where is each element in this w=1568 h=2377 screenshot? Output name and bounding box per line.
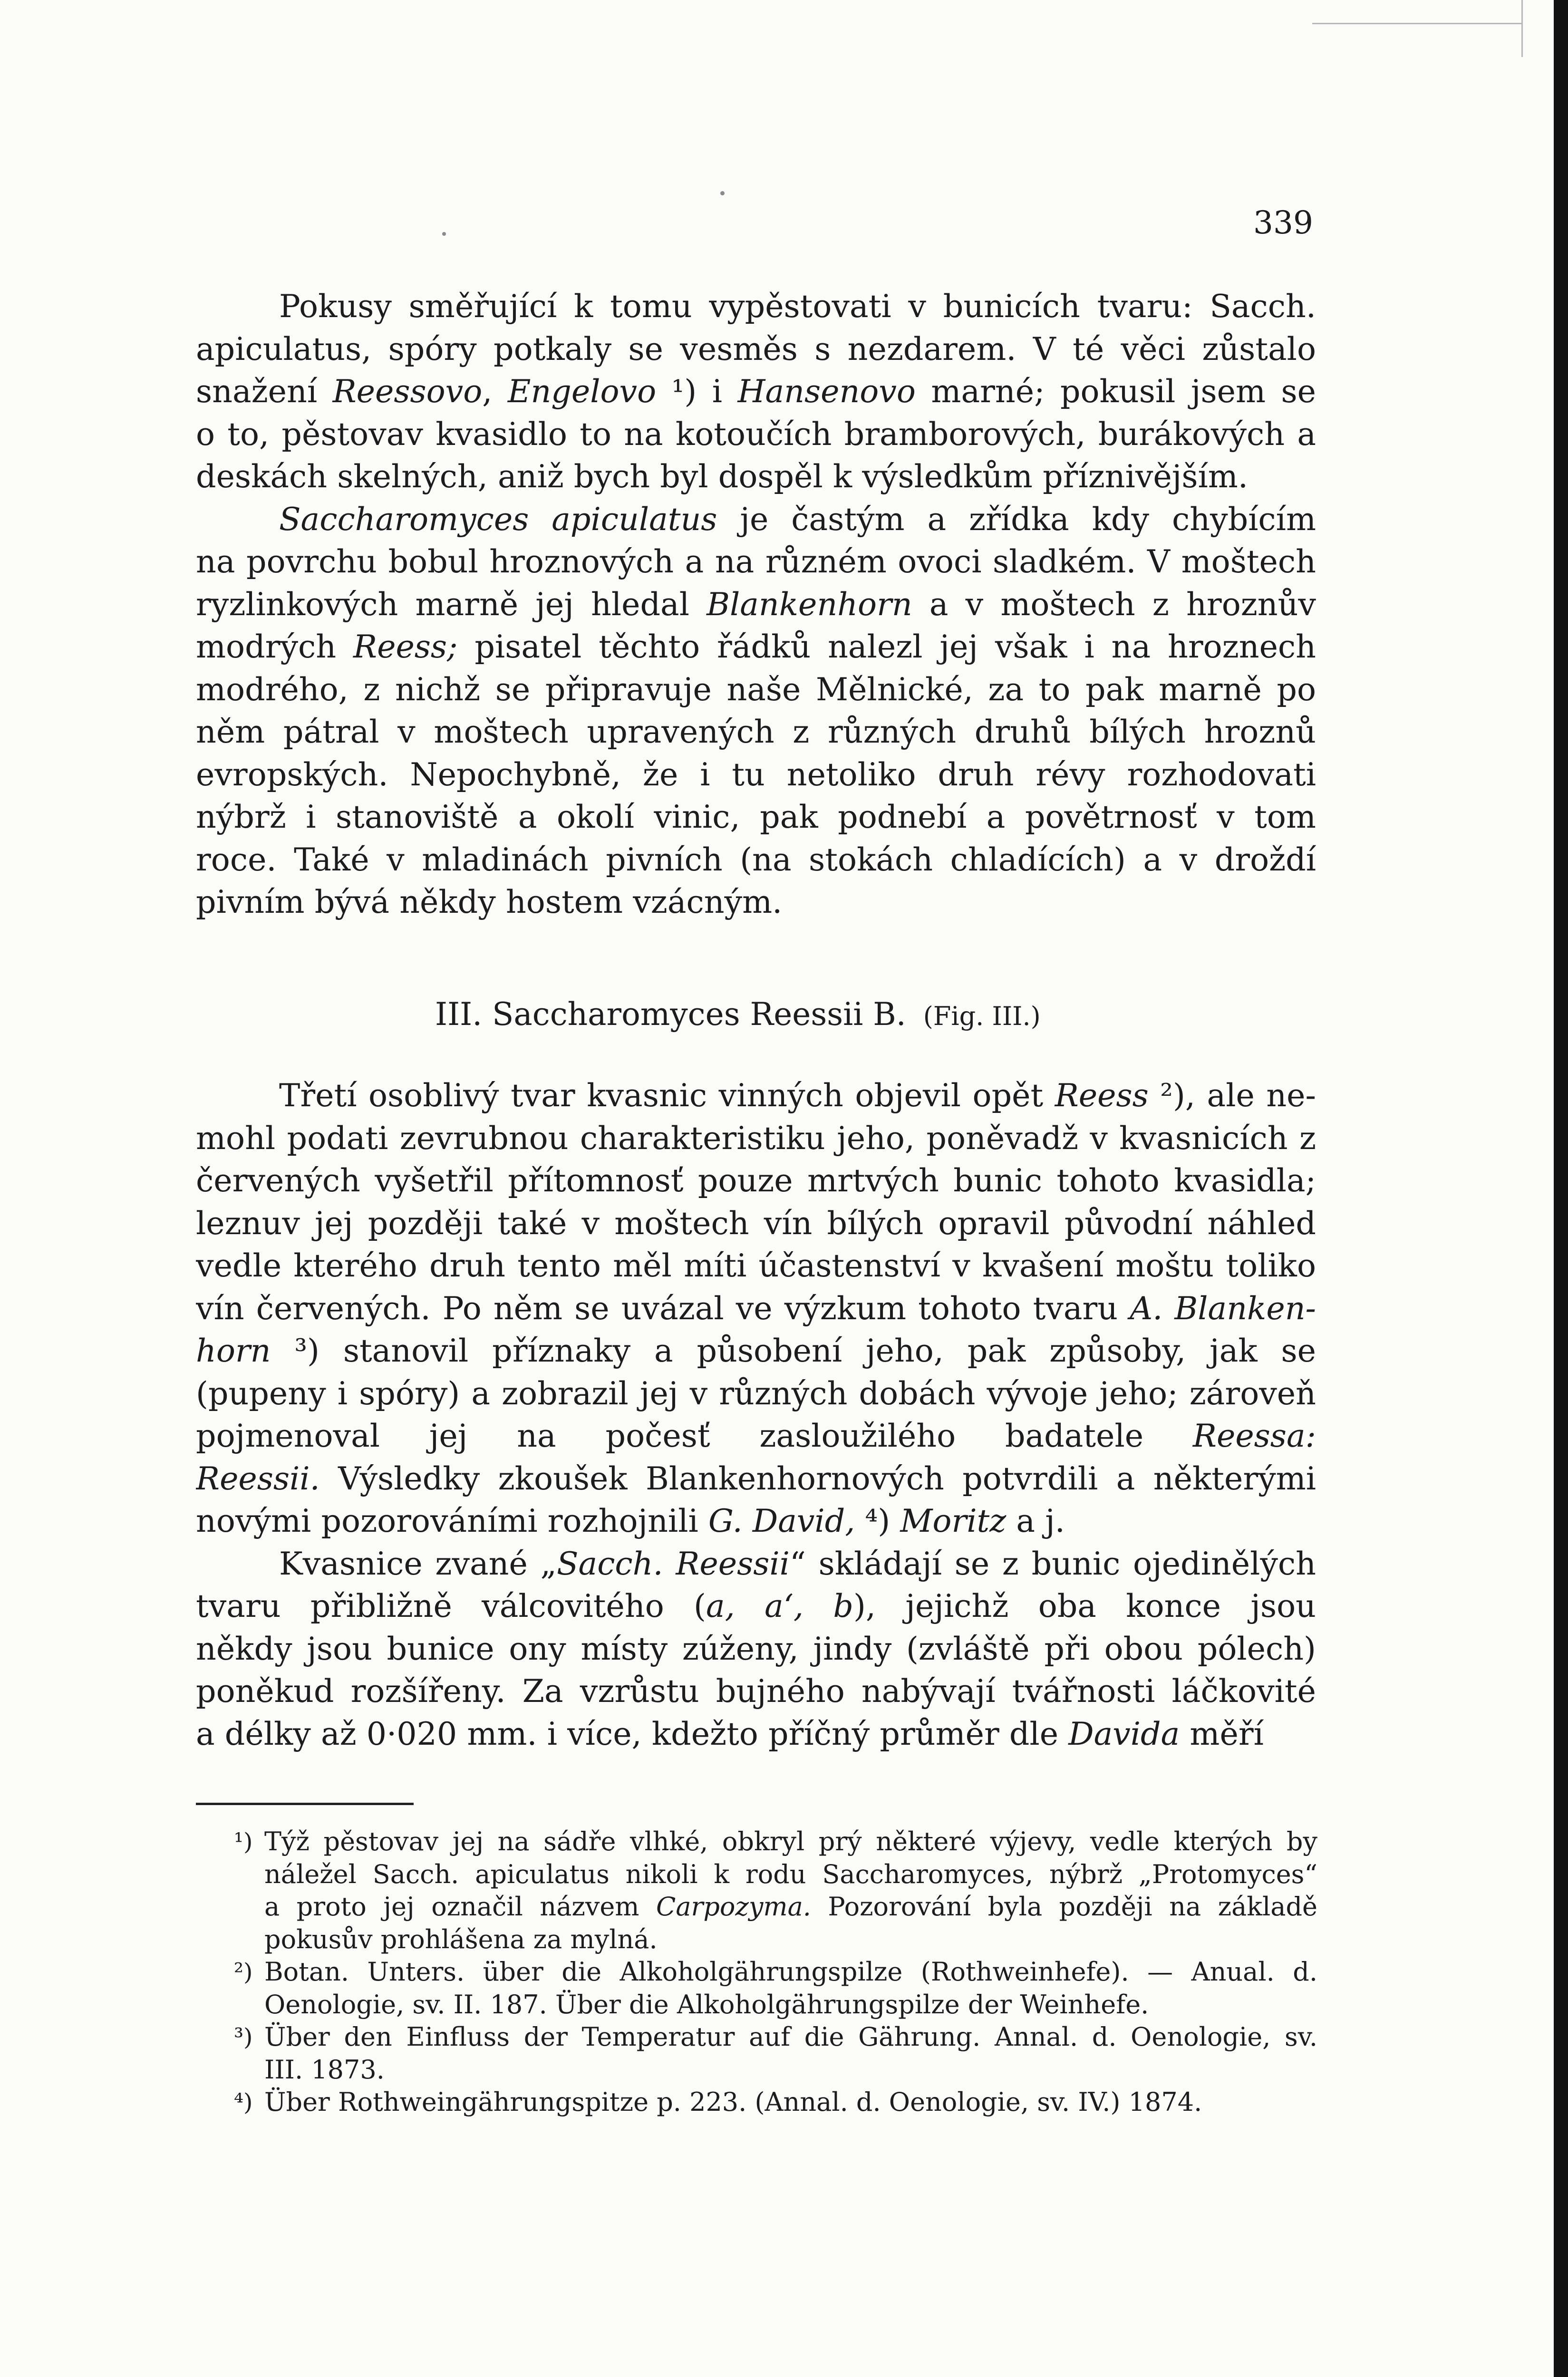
text-run: Botan. Unters. über die Alkoholgährungspilze (Rothweinhefe). — Anual. d. xyxy=(264,1957,1317,1987)
text-line-content xyxy=(279,1545,1316,1582)
text-run: roce. Také v mladinách pivních (na stokách chladících) a v droždí xyxy=(196,841,1316,878)
italic-run: Saccharomyces apiculatus xyxy=(279,500,717,538)
text-line xyxy=(196,1074,1316,1117)
text-line-content xyxy=(196,543,1316,580)
text-line-content xyxy=(196,1460,1316,1497)
text-run: modrého, z nichž se připravuje naše Mělnické, za to pak marně po xyxy=(196,670,1316,708)
text-run: snažení xyxy=(196,373,333,410)
text-line xyxy=(196,1117,1316,1160)
text-line-content xyxy=(196,458,1248,495)
footnote-marker: ⁴) xyxy=(234,2088,253,2116)
text-line xyxy=(196,1543,1316,1585)
footnote xyxy=(234,1826,1317,1956)
text-run: Výsledky zkoušek Blankenhornových potvrdili a některými xyxy=(319,1459,1316,1497)
page-number: 339 xyxy=(1253,204,1313,241)
text-line xyxy=(196,498,1316,541)
text-line-content xyxy=(196,628,1316,668)
text-line-content xyxy=(196,1375,1316,1412)
body-text-bottom xyxy=(196,1074,1316,1755)
text-run: III. 1873. xyxy=(264,2054,385,2085)
text-line xyxy=(196,583,1316,626)
text-run: deskách skelných, aniž bych byl dospěl k výsledkům příznivějším. xyxy=(196,458,1248,495)
text-run: “ skládají se z bunic ojedinělých xyxy=(789,1545,1316,1582)
text-line-content xyxy=(196,1587,1316,1628)
text-run: a délky až 0·020 mm. i více, kdežto příčný průměr dle xyxy=(196,1715,1069,1752)
footnote xyxy=(234,1956,1317,2021)
footnote-marker: ³) xyxy=(234,2023,253,2051)
text-run: ³) stanovil příznaky a působení jeho, pak způsoby, jak se xyxy=(294,1332,1316,1369)
footnote-marker: ¹) xyxy=(234,1828,253,1855)
text-line xyxy=(196,1372,1316,1415)
text-line xyxy=(196,881,1316,924)
text-line xyxy=(264,1923,1317,1956)
text-line-content xyxy=(264,1859,1317,1889)
italic-run: a, a‘, b xyxy=(706,1587,853,1624)
text-run: červených vyšetřil přítomnosť pouze mrtvých bunic tohoto kvasidla; xyxy=(196,1162,1316,1199)
scan-speck xyxy=(720,191,725,195)
text-run: Třetí osoblivý tvar kvasnic vinných objevil opět xyxy=(279,1077,1055,1114)
text-run: na povrchu bobul hroznových a na různém ovoci sladkém. V moštech xyxy=(196,543,1316,580)
text-line-content xyxy=(264,1957,1317,1987)
text-run: ²), ale ne- xyxy=(1148,1077,1316,1114)
text-line xyxy=(264,1989,1317,2021)
scan-frame-side xyxy=(1521,0,1523,57)
text-line-content xyxy=(264,2055,385,2085)
text-line-content xyxy=(196,883,782,920)
text-run: vedle kterého druh tento měl míti účastenství v kvašení moštu toliko xyxy=(196,1247,1316,1284)
text-line-content xyxy=(196,415,1316,456)
text-line-content xyxy=(264,1892,1317,1922)
italic-run: Hansenovo xyxy=(737,373,916,410)
italic-run: Reessovo xyxy=(332,373,483,410)
text-line xyxy=(264,1891,1317,1923)
scan-frame-top xyxy=(1312,23,1521,24)
italic-run: Reess; xyxy=(353,628,458,665)
text-line-content xyxy=(196,1332,1316,1372)
text-line-content xyxy=(264,1990,1149,2019)
text-run: pokusův prohlášena za mylná. xyxy=(264,1924,658,1954)
text-run: ⁴) xyxy=(855,1502,900,1539)
footnote-rule xyxy=(196,1803,414,1805)
text-line xyxy=(196,455,1316,498)
text-line-content xyxy=(196,373,1316,413)
text-run: Über den Einfluss der Temperatur auf die Gährung. Annal. d. Oenologie, sv. xyxy=(264,2022,1317,2052)
text-run: mohl podati zevrubnou charakteristiku jeho, poněvadž v kvasnicích z xyxy=(196,1119,1316,1157)
text-run: o to, pěstovav kvasidlo to na kotoučích bramborových, burákových a xyxy=(196,415,1316,453)
text-line-content xyxy=(196,713,1316,754)
text-line xyxy=(264,1826,1317,1858)
text-run: Týž pěstovav jej na sádře vlhké, obkryl prý některé výjevy, vedle kterých by xyxy=(264,1826,1317,1856)
italic-run: Sacch. Reessii xyxy=(556,1545,790,1582)
text-line-content xyxy=(279,288,1316,325)
text-line xyxy=(196,413,1316,456)
text-run: pivním bývá někdy hostem vzácným. xyxy=(196,883,783,920)
italic-run: Blankenhorn xyxy=(707,585,912,623)
text-line xyxy=(264,2054,1317,2087)
text-line-content xyxy=(196,1715,1264,1752)
text-run: ryzlinkových marně jej hledal xyxy=(196,585,707,623)
text-line xyxy=(196,668,1316,711)
text-line-content xyxy=(279,1077,1316,1114)
text-line xyxy=(196,370,1316,413)
italic-run: G. David, xyxy=(708,1502,855,1539)
italic-run: Engelovo xyxy=(507,373,657,410)
text-run: poněkud rozšířeny. Za vzrůstu bujného nabývají tvářnosti láčkovité xyxy=(196,1672,1316,1710)
text-line-content xyxy=(196,1162,1316,1202)
text-line xyxy=(196,626,1316,668)
text-line-content xyxy=(264,1924,658,1954)
text-line xyxy=(196,1415,1316,1458)
italic-run: A. Blanken- xyxy=(1130,1289,1316,1327)
text-run: marné; pokusil jsem se xyxy=(931,373,1316,410)
text-line xyxy=(196,1287,1316,1330)
text-line-content xyxy=(196,1630,1316,1667)
text-run: nýbrž i stanoviště a okolí vinic, pak podnebí a povětrnosť v tom xyxy=(196,798,1316,835)
footnotes xyxy=(234,1826,1317,2119)
paragraph xyxy=(196,285,1316,498)
text-line-content xyxy=(196,1120,1316,1160)
text-run: vín červených. Po něm se uvázal ve výzkum tohoto tvaru xyxy=(196,1289,1130,1327)
text-run: pojmenoval jej na počesť zasloužilého badatele xyxy=(196,1417,1193,1454)
text-line xyxy=(196,1628,1316,1671)
text-run: , xyxy=(482,373,508,410)
text-run: ¹) i xyxy=(656,373,738,410)
footnote-marker: ²) xyxy=(234,1958,253,1986)
text-line xyxy=(264,1956,1317,1989)
footnote xyxy=(234,2086,1317,2119)
text-line xyxy=(196,711,1316,754)
italic-run: Reessii. xyxy=(196,1459,320,1497)
text-line xyxy=(196,285,1316,328)
text-line-content xyxy=(196,1205,1316,1245)
text-run: měří xyxy=(1180,1715,1264,1752)
italic-run: horn xyxy=(196,1332,271,1369)
paragraph xyxy=(196,1074,1316,1543)
text-run: pisatel těchto řádků nalezl jej však i na hroznech xyxy=(474,628,1316,665)
text-line xyxy=(196,1458,1316,1500)
text-line xyxy=(264,2086,1317,2119)
text-line-content xyxy=(196,1672,1316,1710)
text-line-content xyxy=(196,756,1316,796)
text-run: něm pátral v moštech upravených z různých druhů bílých hroznů xyxy=(196,713,1316,750)
text-line xyxy=(264,1858,1317,1891)
figure-reference: (Fig. III.) xyxy=(923,1001,1041,1031)
text-line-content xyxy=(196,586,1316,623)
text-line xyxy=(196,754,1316,796)
text-run: tvaru přibližně válcovitého ( xyxy=(196,1587,707,1624)
text-line xyxy=(196,1160,1316,1202)
text-run: Pokusy směřující k tomu vypěstovati v bunicích tvaru: Sacch. xyxy=(279,288,1316,325)
text-line-content xyxy=(196,1290,1316,1327)
italic-run: Reess xyxy=(1055,1077,1149,1114)
text-line-content xyxy=(196,1247,1316,1284)
text-run: někdy jsou bunice ony místy zúženy, jindy (zvláště při obou pólech) xyxy=(196,1630,1316,1667)
text-line-content xyxy=(196,671,1316,708)
text-run: Über Rothweingährungspitze p. 223. (Annal. d. Oenologie, sv. IV.) 1874. xyxy=(264,2087,1202,2117)
text-line xyxy=(196,1713,1316,1756)
text-run: ), jejichž oba konce jsou xyxy=(853,1587,1316,1624)
text-run: apiculatus, spóry potkaly se vesměs s nezdarem. V té věci zůstalo xyxy=(196,330,1316,367)
text-line-content xyxy=(264,1826,1317,1856)
text-run: novými pozorováními rozhojnili xyxy=(196,1502,708,1539)
text-line-content xyxy=(264,2022,1317,2052)
text-line-content xyxy=(196,330,1316,367)
text-run: Oenologie, sv. II. 187. Über die Alkoholgährungspilze der Weinhefe. xyxy=(264,1989,1149,2019)
text-run: náležel Sacch. apiculatus nikoli k rodu Saccharomyces, nýbrž „Protomyces“ xyxy=(264,1859,1317,1889)
text-run: je častým a zřídka kdy chybícím xyxy=(740,500,1316,538)
text-run: evropských. Nepochybně, že i tu netoliko druh révy rozhodovati xyxy=(196,755,1316,793)
section-title: III. Saccharomyces Reessii B. xyxy=(435,996,906,1033)
text-line xyxy=(196,541,1316,583)
body-text-top xyxy=(196,285,1316,924)
text-line xyxy=(196,1585,1316,1628)
text-line xyxy=(196,1245,1316,1287)
scan-speck xyxy=(442,232,446,236)
text-run: Pozorování byla později na základě xyxy=(811,1892,1317,1922)
scan-edge-right xyxy=(1554,0,1568,2377)
paragraph xyxy=(196,498,1316,924)
text-run: (pupeny i spóry) a zobrazil jej v různých dobách vývoje jeho; zároveň xyxy=(196,1374,1316,1412)
text-line xyxy=(264,2021,1317,2054)
italic-run: Davida xyxy=(1068,1715,1180,1752)
text-run: a proto jej označil názvem xyxy=(264,1892,656,1922)
section-heading xyxy=(435,996,1041,1033)
text-line xyxy=(196,1500,1316,1543)
text-line-content xyxy=(196,798,1316,839)
text-run: leznuv jej později také v moštech vín bílých opravil původní náhled xyxy=(196,1204,1316,1242)
text-line xyxy=(196,328,1316,371)
text-line xyxy=(196,796,1316,839)
text-line-content xyxy=(196,1417,1316,1458)
italic-run: Reessa: xyxy=(1192,1417,1316,1454)
text-line-content xyxy=(196,841,1316,878)
text-line xyxy=(196,1202,1316,1245)
text-line-content xyxy=(196,1502,1065,1539)
text-line-content xyxy=(264,2087,1202,2117)
text-line xyxy=(196,1330,1316,1372)
text-line xyxy=(196,839,1316,881)
text-run: Kvasnice zvané „ xyxy=(279,1545,557,1582)
text-run: a v moštech z hroznův xyxy=(912,585,1316,623)
text-line-content xyxy=(279,501,1316,541)
text-run: a j. xyxy=(1006,1502,1065,1539)
footnote xyxy=(234,2021,1317,2086)
italic-run: Moritz xyxy=(900,1502,1007,1539)
paragraph xyxy=(196,1543,1316,1756)
italic-run: Carpozyma. xyxy=(656,1892,811,1922)
text-line xyxy=(196,1670,1316,1713)
text-run: modrých xyxy=(196,628,354,665)
